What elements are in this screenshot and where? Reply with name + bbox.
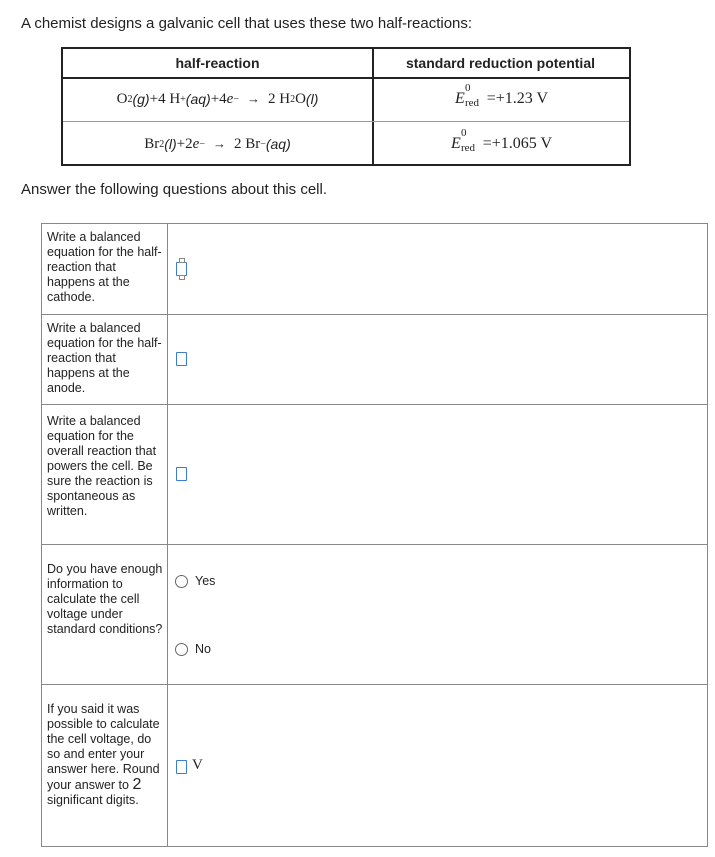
question-label: Write a balanced equation for the half-reaction that happens at the cathode. [42,224,168,314]
question-row-overall [42,404,707,544]
question-row-voltage [42,684,707,846]
question-label: Do you have enough information to calculate the cell voltage under standard conditions? [42,545,168,684]
reaction-oxygen: O 2 (g) +4 H + (aq) +4 e − → 2 H 2 O (l) [63,77,374,121]
question-label: Write a balanced equation for the overall reaction that powers the cell. Be sure the reaction is spontaneous as written. [42,405,168,544]
header-half-reaction: half-reaction [63,49,374,79]
radio-circle-icon[interactable] [175,643,188,656]
header-potential: standard reduction potential [372,49,629,79]
radio-no[interactable]: No [175,642,211,656]
potential-bromine: E 0 red =+1.065 V [450,127,553,154]
potential-oxygen: E 0 red =+1.23 V [454,82,549,109]
arrow-icon: → [246,91,260,106]
question-row-cathode [42,224,707,314]
overall-equation-input[interactable] [176,467,187,481]
half-reaction-table [61,47,631,166]
intro-text: A chemist designs a galvanic cell that uses these two half-reactions: [21,15,473,32]
anode-equation-input[interactable] [176,352,187,366]
cathode-equation-input[interactable] [176,262,187,276]
voltage-unit: V [192,757,203,773]
reaction-row [63,122,629,166]
question-label: If you said it was possible to calculate the cell voltage, do so and enter your answer here. Round your answer to 2 significant digits. [42,685,168,846]
questions-table [41,223,708,847]
question-row-enough-info [42,544,707,684]
reaction-bromine: Br 2 (l) +2 e − → 2 Br − (aq) [63,122,374,166]
question-label: Write a balanced equation for the half-reaction that happens at the anode. [42,315,168,404]
answer-prompt: Answer the following questions about this cell. [21,181,328,198]
arrow-icon: → [212,136,226,151]
cell-voltage-input[interactable] [176,760,187,774]
radio-yes[interactable]: Yes [175,574,215,588]
radio-circle-icon[interactable] [175,575,188,588]
question-row-anode [42,314,707,404]
reaction-row [63,77,629,122]
